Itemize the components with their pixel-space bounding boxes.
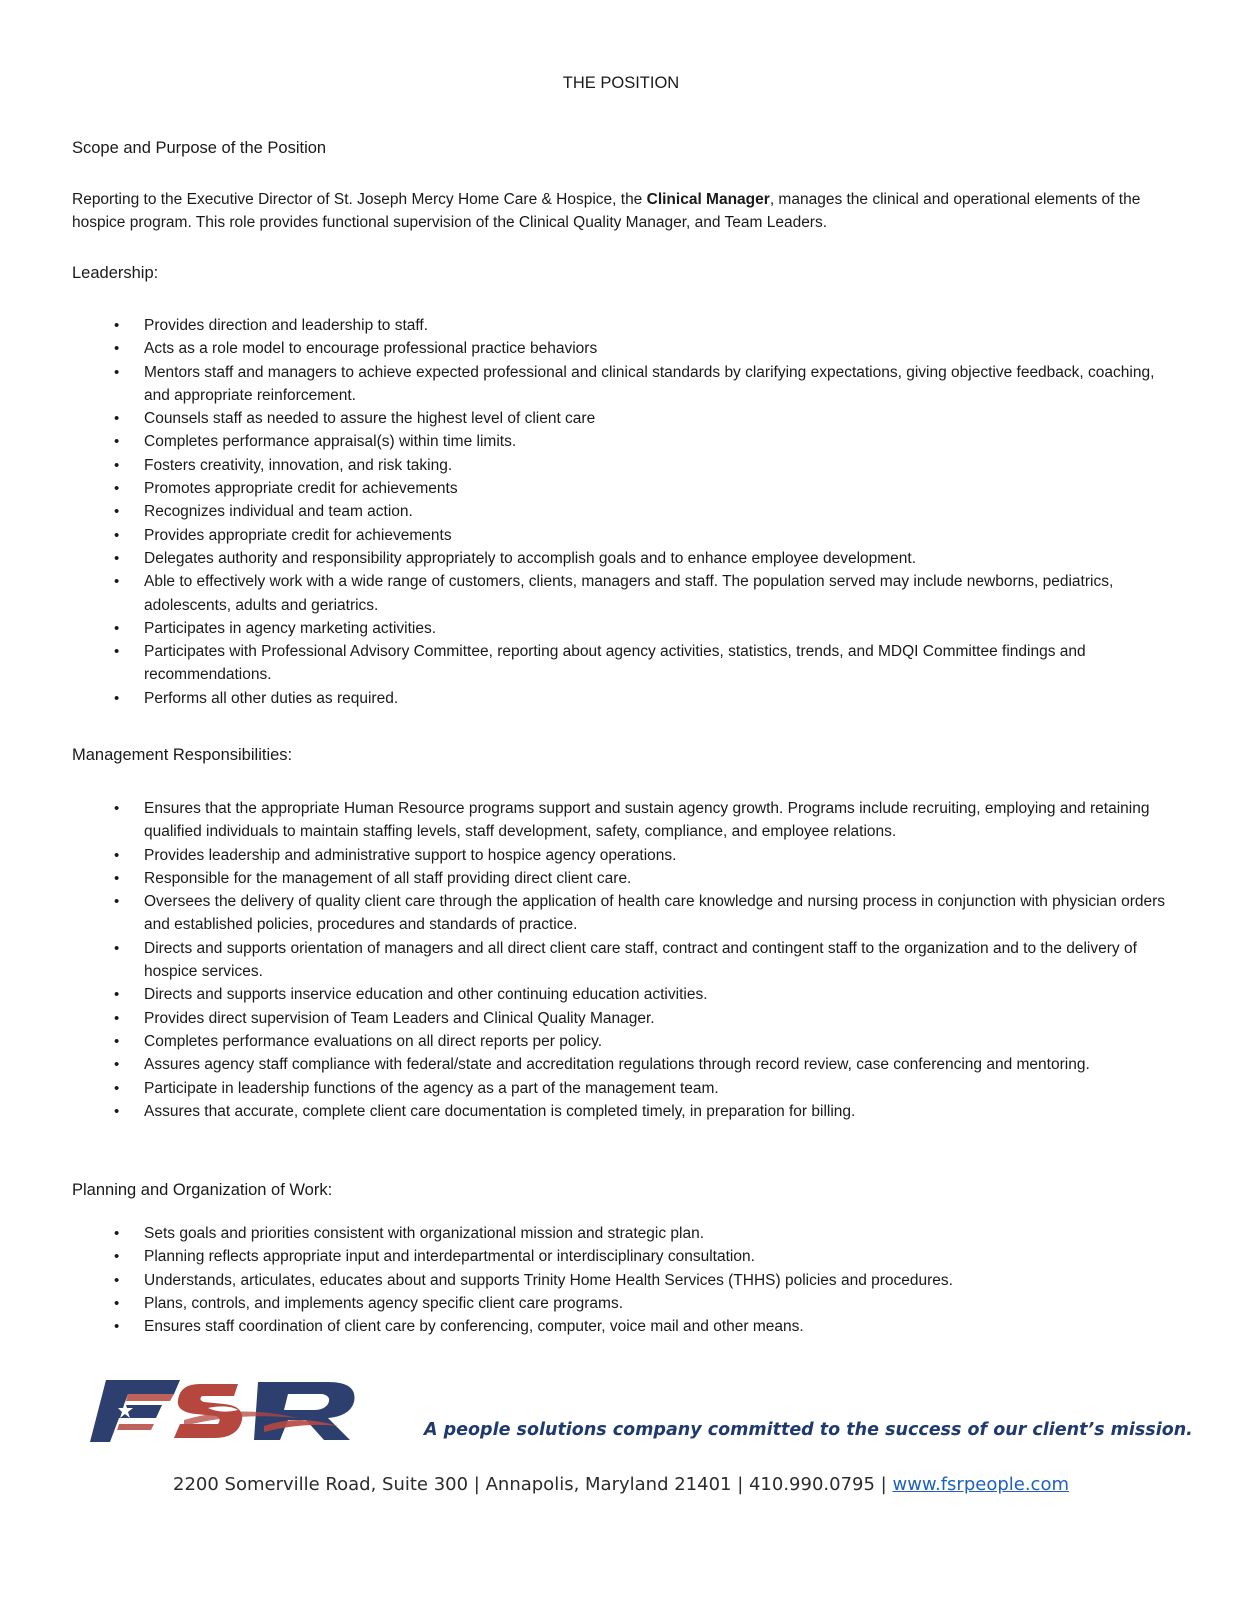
list-item: • Completes performance appraisal(s) within time limits. (72, 430, 1182, 453)
list-item: • Planning reflects appropriate input and interdepartmental or interdisciplinary consultation. (72, 1245, 1182, 1268)
list-item: • Participate in leadership functions of the agency as a part of the management team. (72, 1077, 1182, 1100)
list-item: • Ensures staff coordination of client care by conferencing, computer, voice mail and other means. (72, 1315, 1182, 1338)
list-item: • Able to effectively work with a wide range of customers, clients, managers and staff. The population served may include newborns, pediatrics, adolescents, adults and geriatrics. (72, 570, 1182, 617)
list-item: • Directs and supports inservice education and other continuing education activities. (72, 983, 1182, 1006)
page-title: THE POSITION (562, 74, 680, 92)
address-text: 2200 Somerville Road, Suite 300 | Annapolis, Maryland 21401 | 410.990.0795 | (173, 1474, 893, 1495)
list-item: • Acts as a role model to encourage professional practice behaviors (72, 337, 1182, 360)
management-heading: Management Responsibilities: (72, 746, 293, 764)
list-item: • Delegates authority and responsibility appropriately to accomplish goals and to enhance employee development. (72, 547, 1182, 570)
list-item: • Understands, articulates, educates about and supports Trinity Home Health Services (THHS) policies and procedures. (72, 1269, 1182, 1292)
list-item: • Oversees the delivery of quality client care through the application of health care knowledge and nursing process in conjunction with physician orders and established policies, procedures and standards of practice. (72, 890, 1182, 937)
letterhead-footer (0, 1360, 1242, 1600)
list-item: • Mentors staff and managers to achieve expected professional and clinical standards by clarifying expectations, giving objective feedback, coaching, and appropriate reinforcement. (72, 361, 1182, 408)
list-item: • Provides direction and leadership to staff. (72, 314, 1182, 337)
scope-paragraph (72, 188, 1182, 234)
list-item: • Ensures that the appropriate Human Resource programs support and sustain agency growth. Programs include recruiting, employing and retaining qualified individuals to maintain staffing levels, staff development, safety, compliance, and employee relations. (72, 797, 1182, 844)
planning-list (72, 1222, 1182, 1338)
scope-text-before: Reporting to the Executive Director of St. Joseph Mercy Home Care & Hospice, the (72, 191, 647, 208)
company-address (0, 1474, 1242, 1495)
list-item: • Responsible for the management of all staff providing direct client care. (72, 867, 1182, 890)
list-item: • Fosters creativity, innovation, and risk taking. (72, 454, 1182, 477)
list-item: • Plans, controls, and implements agency specific client care programs. (72, 1292, 1182, 1315)
scope-text-after: , manages the clinical and operational elements of the hospice program. This role provides functional supervision of the Clinical Quality Manager, and Team Leaders. (72, 191, 1141, 231)
fsr-logo (88, 1374, 374, 1448)
list-item: • Assures agency staff compliance with federal/state and accreditation regulations through record review, case conferencing and mentoring. (72, 1053, 1182, 1076)
list-item: • Completes performance evaluations on all direct reports per policy. (72, 1030, 1182, 1053)
website-link[interactable]: www.fsrpeople.com (892, 1474, 1069, 1495)
scope-bold-role: Clinical Manager (646, 191, 770, 208)
list-item: • Participates in agency marketing activities. (72, 617, 1182, 640)
leadership-list (72, 314, 1182, 710)
management-list (72, 797, 1182, 1123)
leadership-heading: Leadership: (72, 264, 159, 282)
list-item: • Participates with Professional Advisory Committee, reporting about agency activities, statistics, trends, and MDQI Committee findings and recommendations. (72, 640, 1182, 687)
planning-heading: Planning and Organization of Work: (72, 1181, 333, 1199)
list-item: • Provides direct supervision of Team Leaders and Clinical Quality Manager. (72, 1007, 1182, 1030)
list-item: • Counsels staff as needed to assure the highest level of client care (72, 407, 1182, 430)
scope-heading: Scope and Purpose of the Position (72, 139, 327, 157)
list-item: • Provides leadership and administrative support to hospice agency operations. (72, 844, 1182, 867)
list-item: • Directs and supports orientation of managers and all direct client care staff, contract and contingent staff to the organization and to the delivery of hospice services. (72, 937, 1182, 984)
list-item: • Provides appropriate credit for achievements (72, 524, 1182, 547)
list-item: • Performs all other duties as required. (72, 687, 1182, 710)
list-item: • Promotes appropriate credit for achievements (72, 477, 1182, 500)
company-tagline: A people solutions company committed to the success of our client’s mission. (424, 1420, 1193, 1440)
list-item: • Sets goals and priorities consistent with organizational mission and strategic plan. (72, 1222, 1182, 1245)
list-item: • Recognizes individual and team action. (72, 500, 1182, 523)
list-item: • Assures that accurate, complete client care documentation is completed timely, in preparation for billing. (72, 1100, 1182, 1123)
